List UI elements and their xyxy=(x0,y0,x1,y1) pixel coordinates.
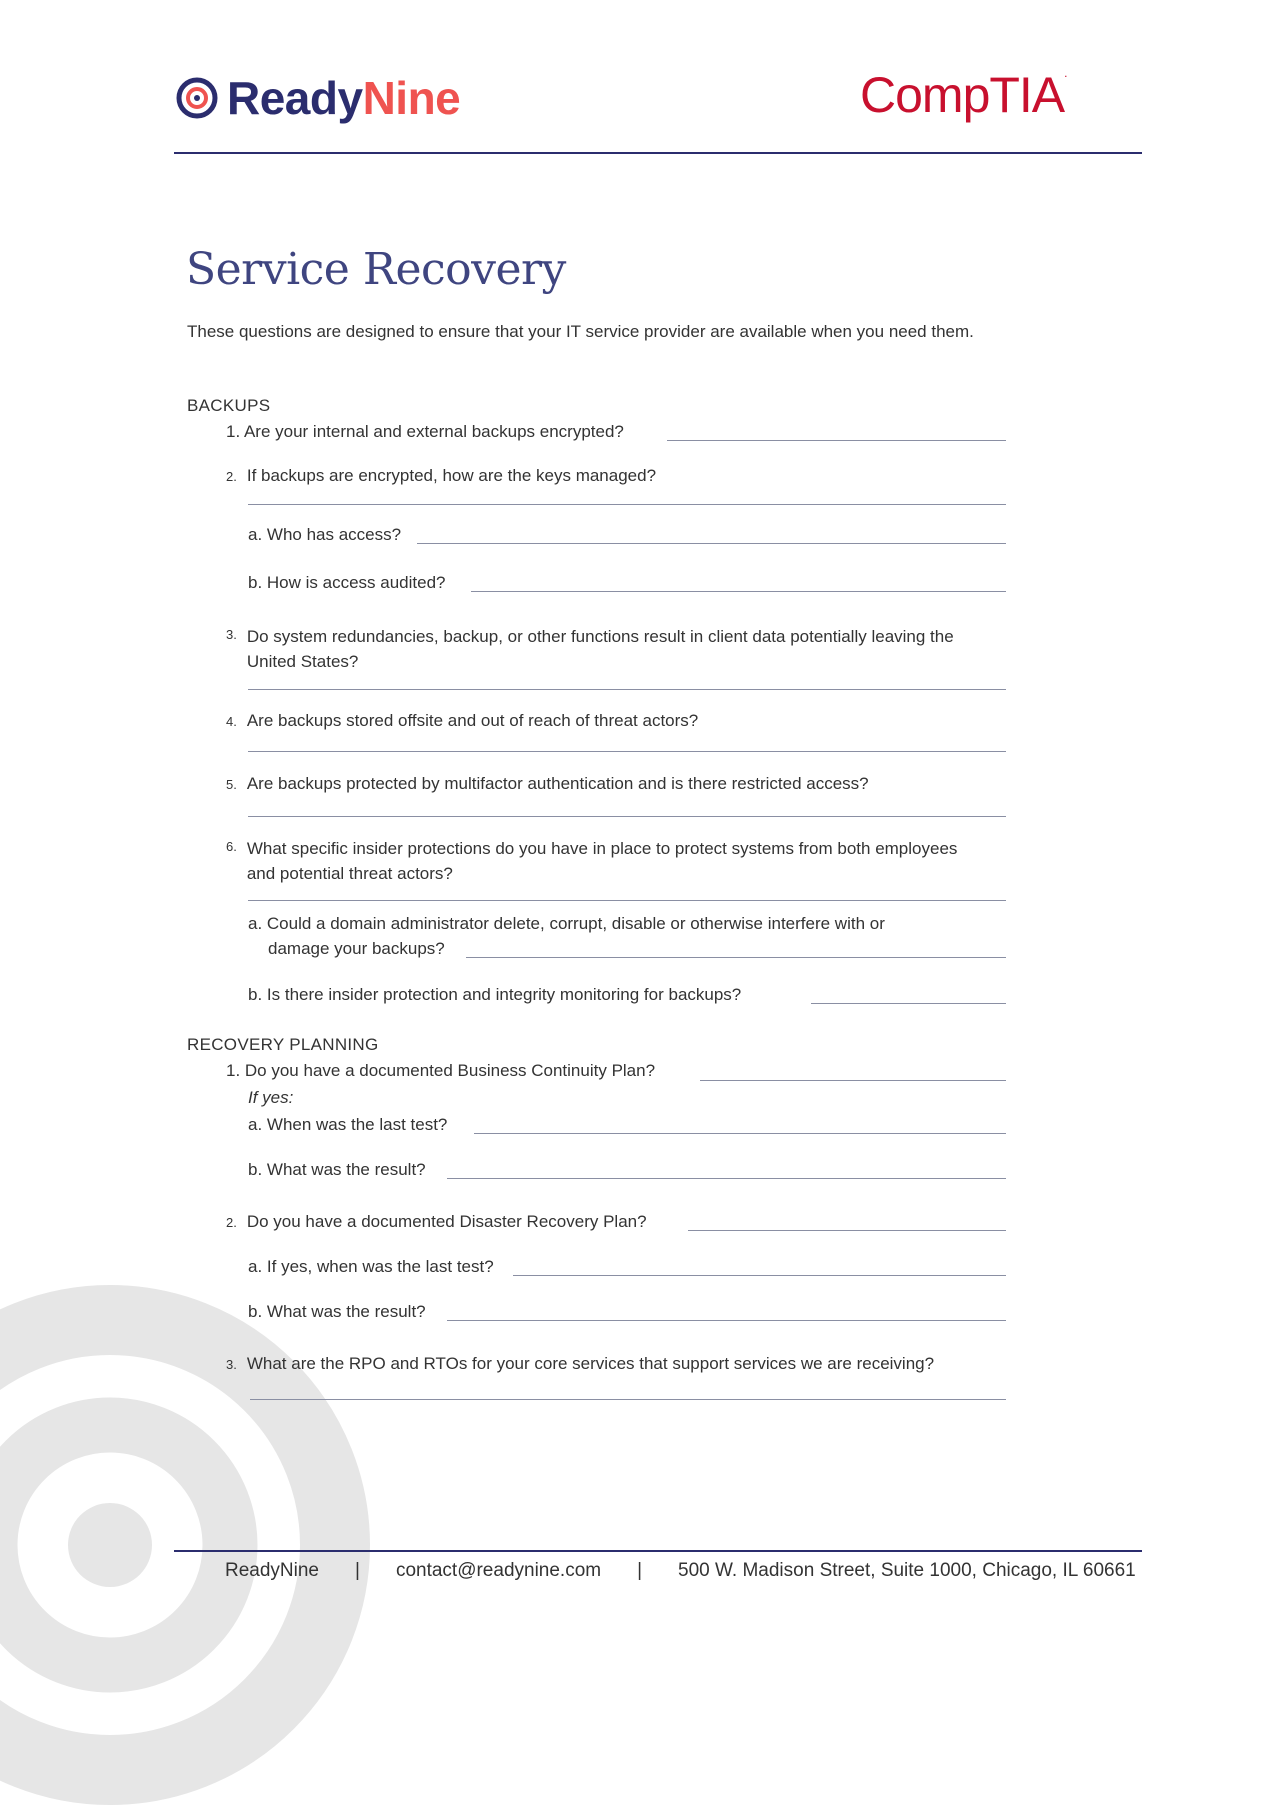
backups-q6a-line1: a. Could a domain administrator delete, corrupt, disable or otherwise interfere with or xyxy=(248,914,885,933)
recovery-q2a: a. If yes, when was the last test? xyxy=(248,1257,494,1276)
readynine-wordmark: ReadyNine xyxy=(227,72,461,124)
backups-q4: 4. Are backups stored offsite and out of reach of threat actors? xyxy=(226,711,699,730)
answer-line-recovery-q1a[interactable] xyxy=(474,1133,1006,1134)
recovery-q2b: b. What was the result? xyxy=(248,1302,426,1321)
answer-line-backups-q6a[interactable] xyxy=(466,957,1006,958)
footer-email[interactable]: contact@readynine.com xyxy=(395,1560,602,1581)
readynine-logo xyxy=(175,68,460,128)
answer-line-recovery-q1b[interactable] xyxy=(447,1178,1006,1179)
footer xyxy=(225,1560,1136,1582)
backups-q1: 1. Are your internal and external backups encrypted? xyxy=(226,422,624,441)
recovery-q2: 2. Do you have a documented Disaster Recovery Plan? xyxy=(226,1212,647,1231)
answer-line-backups-q1[interactable] xyxy=(667,440,1006,441)
recovery-q1: 1. Do you have a documented Business Continuity Plan? xyxy=(226,1061,656,1080)
answer-line-recovery-q2[interactable] xyxy=(688,1230,1006,1231)
footer-address: 500 W. Madison Street, Suite 1000, Chicago, IL 60661 xyxy=(678,1560,1136,1581)
backups-q3: 3. Do system redundancies, backup, or other functions result in client data potentially leaving the United States? xyxy=(226,627,954,671)
answer-line-backups-q5[interactable] xyxy=(248,816,1006,817)
footer-separator: | xyxy=(355,1560,360,1581)
backups-q5: 5. Are backups protected by multifactor authentication and is there restricted access? xyxy=(226,774,869,793)
answer-line-backups-q6b[interactable] xyxy=(811,1003,1006,1004)
backups-q6b: b. Is there insider protection and integrity monitoring for backups? xyxy=(248,985,742,1004)
answer-line-backups-q3[interactable] xyxy=(248,689,1006,690)
page-title: Service Recovery xyxy=(186,244,566,295)
recovery-if-yes-label: If yes: xyxy=(248,1088,294,1107)
answer-line-recovery-q2b[interactable] xyxy=(447,1320,1006,1321)
footer-divider xyxy=(174,1550,1142,1552)
answer-line-backups-q2[interactable] xyxy=(248,504,1006,505)
footer-company: ReadyNine xyxy=(225,1560,319,1581)
recovery-q1b: b. What was the result? xyxy=(248,1160,426,1179)
answer-line-backups-q4[interactable] xyxy=(248,751,1006,752)
answer-line-backups-q2a[interactable] xyxy=(417,543,1006,544)
footer-separator: | xyxy=(637,1560,643,1581)
answer-line-backups-q6[interactable] xyxy=(248,900,1006,901)
intro-text: These questions are designed to ensure that your IT service provider are available when you need them. xyxy=(187,322,974,341)
answer-line-recovery-q2a[interactable] xyxy=(513,1275,1006,1276)
backups-q6: 6. What specific insider protections do you have in place to protect systems from both employees and potential threat actors? xyxy=(226,839,958,883)
recovery-q1a: a. When was the last test? xyxy=(248,1115,448,1134)
section-heading-backups: BACKUPS xyxy=(187,396,271,415)
backups-q2b: b. How is access audited? xyxy=(248,573,446,592)
backups-q2a: a. Who has access? xyxy=(248,525,402,544)
comptia-logo: CompTIA. xyxy=(860,66,1067,123)
answer-line-recovery-q1[interactable] xyxy=(700,1080,1006,1081)
section-heading-recovery-planning: RECOVERY PLANNING xyxy=(187,1035,379,1054)
backups-q6a-line2: damage your backups? xyxy=(268,939,445,958)
answer-line-backups-q2b[interactable] xyxy=(471,591,1006,592)
header-divider xyxy=(174,152,1142,154)
backups-q2: 2. If backups are encrypted, how are the keys managed? xyxy=(226,466,657,485)
readynine-target-icon xyxy=(175,76,219,120)
answer-line-recovery-q3[interactable] xyxy=(250,1399,1006,1400)
recovery-q3: 3. What are the RPO and RTOs for your core services that support services we are receiving? xyxy=(226,1354,935,1373)
